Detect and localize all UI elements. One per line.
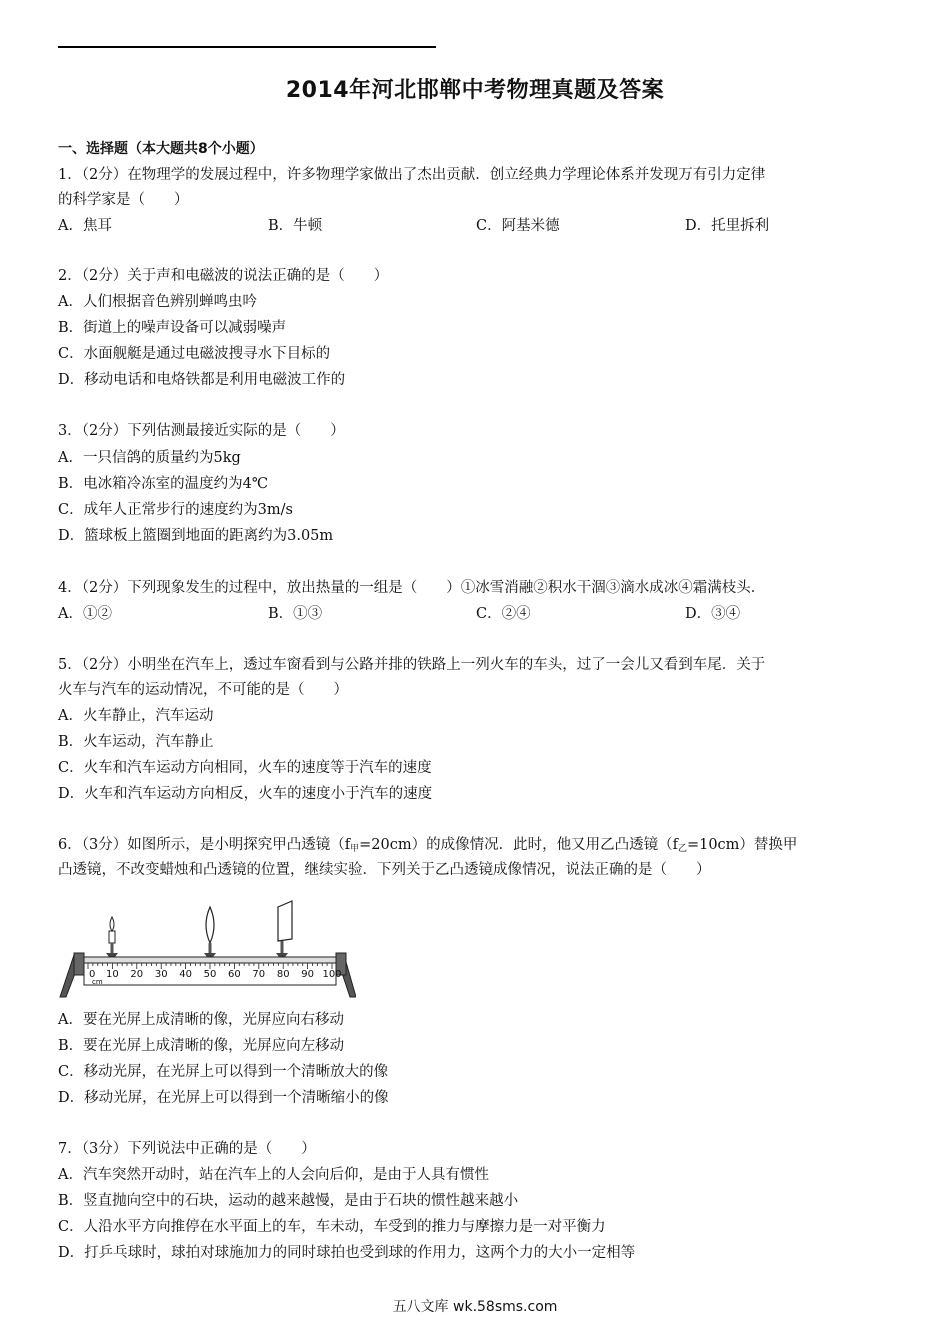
q7-option-d: D．打乒乓球时，球拍对球施加力的同时球拍也受到球的作用力，这两个力的大小一定相等: [58, 1245, 636, 1261]
q2-option-d: D．移动电话和电烙铁都是利用电磁波工作的: [58, 372, 346, 388]
q5-option-b: B．火车运动，汽车静止: [58, 734, 214, 750]
q7-option-c: C．人沿水平方向推停在水平面上的车，车未动，车受到的推力与摩擦力是一对平衡力: [58, 1219, 606, 1235]
scale-label: 0: [89, 969, 96, 980]
scale-label: 10: [106, 969, 119, 980]
scale-label: 80: [276, 969, 290, 980]
q1-option-c: C．阿基米德: [476, 218, 560, 234]
q6-option-a: A．要在光屏上成清晰的像，光屏应向右移动: [58, 1012, 344, 1028]
q5-stem-line1: 5．（2分）小明坐在汽车上，透过车窗看到与公路并排的铁路上一列火车的车头，过了一会儿又看到车尾．关于: [58, 657, 766, 673]
q4-option-c: C．②④: [476, 606, 531, 622]
page-title: 2014年河北邯郸中考物理真题及答案: [285, 78, 665, 103]
bench-left-end: [74, 953, 84, 975]
q6-stem-line2: 凸透镜，不改变蜡烛和凸透镜的位置，继续实验．下列关于乙凸透镜成像情况，说法正确的是（ ）: [58, 862, 711, 878]
scale-label: 20: [130, 969, 144, 980]
q6-option-d: D．移动光屏，在光屏上可以得到一个清晰缩小的像: [58, 1090, 389, 1106]
bench-rail: [84, 957, 336, 963]
q5-option-c: C．火车和汽车运动方向相同，火车的速度等于汽车的速度: [58, 760, 432, 776]
q4-option-a: A．①②: [58, 606, 112, 622]
q2-option-c: C．水面舰艇是通过电磁波搜寻水下目标的: [58, 346, 331, 362]
q1-stem-line2: 的科学家是（ ）: [58, 192, 189, 208]
scale-label: 70: [252, 969, 266, 980]
footer-watermark: 五八文库 wk.58sms.com: [392, 1299, 558, 1315]
q7-option-b: B．竖直抛向空中的石块，运动的越来越慢，是由于石块的惯性越来越小: [58, 1193, 519, 1209]
scale-label: 40: [179, 969, 192, 980]
q3-option-c: C．成年人正常步行的速度约为3m/s: [58, 502, 293, 518]
light-screen: [276, 901, 292, 957]
q1-option-b: B．牛顿: [268, 218, 323, 234]
optical-bench-figure: [56, 893, 356, 1001]
q4-stem: 4．（2分）下列现象发生的过程中，放出热量的一组是（ ）①冰雪消融②积水干涸③滴水成冰④霜满枝头．: [58, 580, 766, 596]
q5-option-a: A．火车静止，汽车运动: [58, 708, 214, 724]
scale-label: 30: [154, 969, 168, 980]
q6-stem-line1: 6．（3分）如图所示，是小明探究甲凸透镜$(f_甲=20cm)$的成像情况．此时，他又用乙凸透镜$(f_乙=10cm)$替换甲: [58, 837, 798, 854]
q2-stem: 2．（2分）关于声和电磁波的说法正确的是（ ）: [58, 268, 389, 284]
q1-option-d: D．托里拆利: [685, 218, 770, 234]
q2-option-b: B．街道上的噪声设备可以减弱噪声: [58, 320, 287, 336]
section-heading: 一、选择题（本大题共8个小题）: [58, 141, 264, 157]
q7-stem: 7．（3分）下列说法中正确的是（ ）: [58, 1141, 316, 1157]
scale-unit: cm: [92, 978, 103, 986]
q3-option-d: D．篮球板上篮圈到地面的距离约为3.05m: [58, 528, 334, 544]
q5-option-d: D．火车和汽车运动方向相反，火车的速度小于汽车的速度: [58, 786, 433, 802]
q1-option-a: A．焦耳: [58, 218, 112, 234]
q3-option-a: A．一只信鸽的质量约为5kg: [58, 450, 241, 466]
q4-option-b: B．①③: [268, 606, 323, 622]
q6-option-c: C．移动光屏，在光屏上可以得到一个清晰放大的像: [58, 1064, 389, 1080]
q1-stem-line1: 1．（2分）在物理学的发展过程中，许多物理学家做出了杰出贡献．创立经典力学理论体系并发现万有引力定律: [58, 167, 766, 183]
convex-lens: [204, 907, 216, 957]
scale-label: 90: [301, 969, 314, 980]
q7-option-a: A．汽车突然开动时，站在汽车上的人会向后仰，是由于人具有惯性: [58, 1167, 489, 1183]
scale-label: 50: [203, 969, 217, 980]
q5-stem-line2: 火车与汽车的运动情况，不可能的是（ ）: [58, 682, 348, 698]
q2-option-a: A．人们根据音色辨别蝉鸣虫吟: [58, 294, 257, 310]
scale-label: 60: [228, 969, 241, 980]
q4-option-d: D．③④: [685, 606, 741, 622]
q3-option-b: B．电冰箱冷冻室的温度约为4℃: [58, 476, 269, 492]
q6-option-b: B．要在光屏上成清晰的像，光屏应向左移动: [58, 1038, 345, 1054]
scale-label: 100: [322, 969, 342, 980]
q3-stem: 3．（2分）下列估测最接近实际的是（ ）: [58, 423, 345, 439]
header-rule: [58, 46, 436, 48]
candle: [106, 917, 118, 957]
